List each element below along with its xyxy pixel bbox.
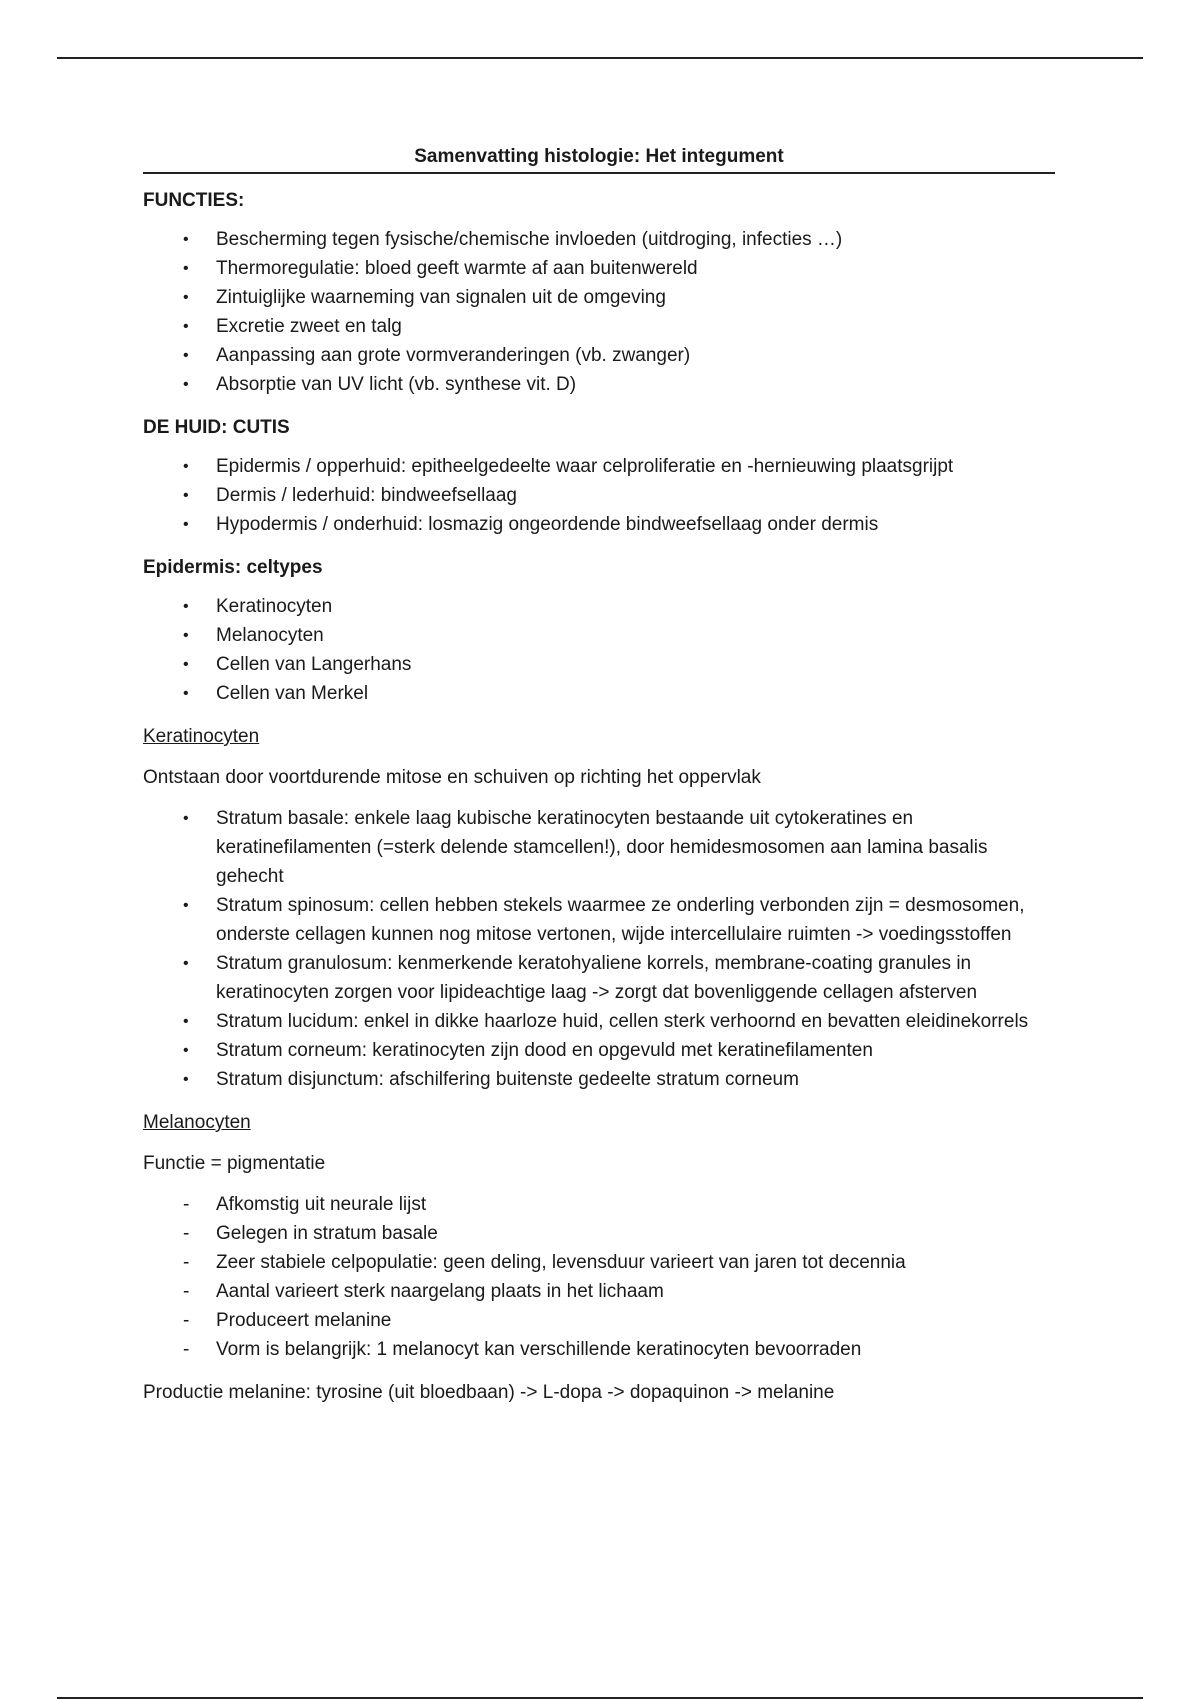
list-item: • Excretie zweet en talg <box>143 312 1055 341</box>
list-item: • Stratum disjunctum: afschilfering buitenste gedeelte stratum corneum <box>143 1065 1055 1094</box>
list-item: • Stratum granulosum: kenmerkende keratohyaliene korrels, membrane-coating granules in keratinocyten zorgen voor lipideachtige laag -> zorgt dat bovenliggende cellagen afsterven <box>143 949 1055 1007</box>
bullet-icon: • <box>183 318 189 335</box>
list-item: • Aanpassing aan grote vormveranderingen (vb. zwanger) <box>143 341 1055 370</box>
bullet-icon: • <box>183 656 189 673</box>
list-item: - Produceert melanine <box>143 1306 1055 1335</box>
page-title: Samenvatting histologie: Het integument <box>414 146 784 167</box>
list-item: - Aantal varieert sterk naargelang plaats in het lichaam <box>143 1277 1055 1306</box>
list-item: • Stratum spinosum: cellen hebben stekels waarmee ze onderling verbonden zijn = desmosomen, onderste cellagen kunnen nog mitose vertonen, wijde intercellulaire ruimten -> voedingsstoffen <box>143 891 1055 949</box>
subheading-keratinocyten: Keratinocyten <box>143 726 260 747</box>
huid-list <box>143 452 1055 539</box>
melanocyten-list <box>143 1190 1055 1364</box>
bullet-icon: • <box>183 376 189 393</box>
dash-icon: - <box>183 1223 190 1244</box>
bullet-icon: • <box>183 810 189 827</box>
bullet-icon: • <box>183 1013 189 1030</box>
celtypes-list <box>143 592 1055 708</box>
list-item: • Keratinocyten <box>143 592 1055 621</box>
list-item: • Melanocyten <box>143 621 1055 650</box>
melanocyten-intro: Functie = pigmentatie <box>143 1153 326 1174</box>
list-item: • Thermoregulatie: bloed geeft warmte af aan buitenwereld <box>143 254 1055 283</box>
list-item: • Epidermis / opperhuid: epitheelgedeelte waar celproliferatie en -hernieuwing plaatsgrijpt <box>143 452 1055 481</box>
bullet-icon: • <box>183 289 189 306</box>
list-item: • Zintuiglijke waarneming van signalen uit de omgeving <box>143 283 1055 312</box>
list-item: • Cellen van Merkel <box>143 679 1055 708</box>
bullet-icon: • <box>183 1042 189 1059</box>
page-top-rule <box>57 57 1143 59</box>
dash-icon: - <box>183 1252 190 1273</box>
list-item: • Hypodermis / onderhuid: losmazig ongeordende bindweefsellaag onder dermis <box>143 510 1055 539</box>
dash-icon: - <box>183 1310 190 1331</box>
list-item: • Dermis / lederhuid: bindweefsellaag <box>143 481 1055 510</box>
page-bottom-rule <box>57 1697 1143 1699</box>
melanine-productie: Productie melanine: tyrosine (uit bloedbaan) -> L-dopa -> dopaquinon -> melanine <box>143 1382 835 1403</box>
document-body <box>143 140 1055 1419</box>
strata-list <box>143 804 1055 1094</box>
list-item: • Bescherming tegen fysische/chemische invloeden (uitdroging, infecties …) <box>143 225 1055 254</box>
bullet-icon: • <box>183 955 189 972</box>
bullet-icon: • <box>183 516 189 533</box>
bullet-icon: • <box>183 598 189 615</box>
bullet-icon: • <box>183 260 189 277</box>
functies-list <box>143 225 1055 399</box>
list-item: - Gelegen in stratum basale <box>143 1219 1055 1248</box>
list-item: - Vorm is belangrijk: 1 melanocyt kan verschillende keratinocyten bevoorraden <box>143 1335 1055 1364</box>
list-item: • Cellen van Langerhans <box>143 650 1055 679</box>
list-item: • Absorptie van UV licht (vb. synthese vit. D) <box>143 370 1055 399</box>
bullet-icon: • <box>183 1071 189 1088</box>
bullet-icon: • <box>183 897 189 914</box>
bullet-icon: • <box>183 487 189 504</box>
list-item: • Stratum corneum: keratinocyten zijn dood en opgevuld met keratinefilamenten <box>143 1036 1055 1065</box>
bullet-icon: • <box>183 685 189 702</box>
bullet-icon: • <box>183 458 189 475</box>
list-item: • Stratum basale: enkele laag kubische keratinocyten bestaande uit cytokeratines en keratinefilamenten (=sterk delende stamcellen!), door hemidesmosomen aan lamina basalis gehecht <box>143 804 1055 891</box>
subheading-melanocyten: Melanocyten <box>143 1112 251 1133</box>
list-item: • Stratum lucidum: enkel in dikke haarloze huid, cellen sterk verhoornd en bevatten eleidinekorrels <box>143 1007 1055 1036</box>
title-underline <box>143 172 1055 174</box>
list-item: - Zeer stabiele celpopulatie: geen deling, levensduur varieert van jaren tot decennia <box>143 1248 1055 1277</box>
dash-icon: - <box>183 1281 190 1302</box>
bullet-icon: • <box>183 627 189 644</box>
section-heading-celtypes: Epidermis: celtypes <box>143 557 323 578</box>
bullet-icon: • <box>183 347 189 364</box>
dash-icon: - <box>183 1194 190 1215</box>
dash-icon: - <box>183 1339 190 1360</box>
list-item: - Afkomstig uit neurale lijst <box>143 1190 1055 1219</box>
section-heading-functies: FUNCTIES: <box>143 190 245 211</box>
keratinocyten-intro: Ontstaan door voortdurende mitose en schuiven op richting het oppervlak <box>143 767 761 788</box>
bullet-icon: • <box>183 231 189 248</box>
section-heading-huid: DE HUID: CUTIS <box>143 417 290 438</box>
